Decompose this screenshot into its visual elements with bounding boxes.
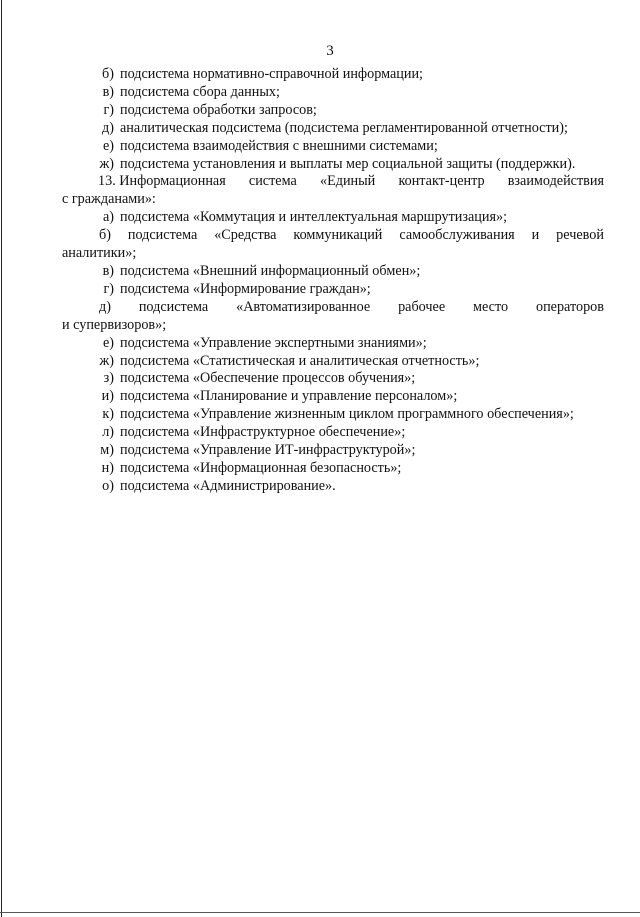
list-item-text: подсистема «Коммутация и интеллектуальная маршрутизация»;	[120, 209, 508, 226]
list-item	[62, 281, 604, 299]
list-marker: о)	[102, 477, 114, 494]
list-marker: к)	[102, 406, 114, 423]
word: коммуникаций	[293, 227, 383, 244]
list-item	[62, 335, 604, 353]
list-item	[62, 424, 604, 442]
list-marker: и)	[101, 388, 114, 405]
list-marker: в)	[102, 83, 114, 100]
word: подсистема	[138, 298, 209, 315]
list-item-text: подсистема «Администрирование».	[120, 477, 336, 494]
list-items-rest	[62, 335, 604, 496]
list-marker: б)	[102, 66, 114, 82]
list-item-text: подсистема сбора данных;	[120, 83, 280, 100]
list-marker: е)	[102, 334, 114, 351]
list-item-b-line1	[62, 227, 604, 245]
list-item-text: подсистема нормативно-справочной информации;	[120, 66, 423, 82]
page-number: 3	[326, 43, 334, 59]
list-item-d-line1	[62, 299, 604, 317]
word: д)	[99, 298, 111, 315]
word: 13. Информационная	[98, 173, 226, 190]
section-13-heading-line2: с гражданами»:	[62, 191, 156, 208]
list-item-text: подсистема «Информирование граждан»;	[120, 280, 371, 297]
list-item	[62, 209, 604, 227]
word: контакт-центр	[398, 173, 485, 190]
list-item-text: подсистема «Информационная безопасность»;	[120, 459, 402, 476]
list-marker: ж)	[99, 155, 114, 172]
word: операторов	[535, 298, 604, 315]
word: речевой	[556, 227, 604, 244]
list-marker: г)	[103, 280, 114, 297]
list-item	[62, 478, 604, 496]
list-item	[62, 442, 604, 460]
list-subsystems-previous	[62, 66, 604, 173]
list-marker: д)	[102, 119, 114, 136]
list-marker: ж)	[99, 352, 114, 369]
list-item	[62, 353, 604, 371]
word: рабочее	[398, 298, 446, 315]
word: самообслуживания	[399, 227, 515, 244]
list-item	[62, 84, 604, 102]
list-item-text: подсистема взаимодействия с внешними системами;	[120, 137, 438, 154]
scan-edge-left	[1, 0, 2, 917]
list-item	[62, 460, 604, 478]
list-items-v-g	[62, 263, 604, 299]
word: взаимодействия	[507, 173, 604, 190]
list-marker: а)	[102, 209, 114, 226]
list-item-d-line2: и супервизоров»;	[62, 316, 167, 333]
word: «Единый	[319, 173, 376, 190]
list-item-text: подсистема «Статистическая и аналитическая отчетность»;	[120, 352, 480, 369]
list-item	[62, 120, 604, 138]
document-body	[62, 66, 604, 496]
word: и	[531, 227, 540, 244]
list-item-text: подсистема обработки запросов;	[120, 101, 317, 118]
list-item-text: подсистема «Обеспечение процессов обучения»;	[120, 370, 416, 387]
list-item-text: подсистема установления и выплаты мер социальной защиты (поддержки).	[120, 155, 576, 172]
list-marker: в)	[102, 262, 114, 279]
word: «Автоматизированное	[236, 298, 371, 315]
list-item	[62, 102, 604, 120]
word: «Средства	[214, 227, 277, 244]
word: система	[248, 173, 297, 190]
list-marker: з)	[103, 370, 114, 387]
list-item-text: аналитическая подсистема (подсистема регламентированной отчетности);	[120, 119, 568, 136]
word: место	[473, 298, 509, 315]
list-item-text: подсистема «Управление жизненным циклом программного обеспечения»;	[120, 406, 574, 423]
list-marker: е)	[102, 137, 114, 154]
section-13-heading-line1	[62, 173, 604, 191]
list-item	[62, 66, 604, 84]
list-marker: л)	[102, 424, 114, 441]
list-item	[62, 388, 604, 406]
list-item	[62, 156, 604, 174]
scan-edge-bottom	[0, 912, 640, 913]
list-item	[62, 263, 604, 281]
list-item-text: подсистема «Управление ИТ-инфраструктурой»;	[120, 442, 416, 459]
list-item-text: подсистема «Внешний информационный обмен»;	[120, 262, 421, 279]
list-marker: г)	[103, 101, 114, 118]
list-item	[62, 370, 604, 388]
word: подсистема	[127, 227, 198, 244]
list-item	[62, 138, 604, 156]
list-item	[62, 406, 604, 424]
list-marker: м)	[100, 442, 114, 459]
list-item-b-line2: аналитики»;	[62, 245, 137, 262]
list-item-text: подсистема «Управление экспертными знаниями»;	[120, 334, 427, 351]
list-item-text: подсистема «Планирование и управление персоналом»;	[120, 388, 458, 405]
list-marker: н)	[101, 459, 114, 476]
list-item-text: подсистема «Инфраструктурное обеспечение»;	[120, 424, 406, 441]
word: б)	[99, 227, 111, 244]
